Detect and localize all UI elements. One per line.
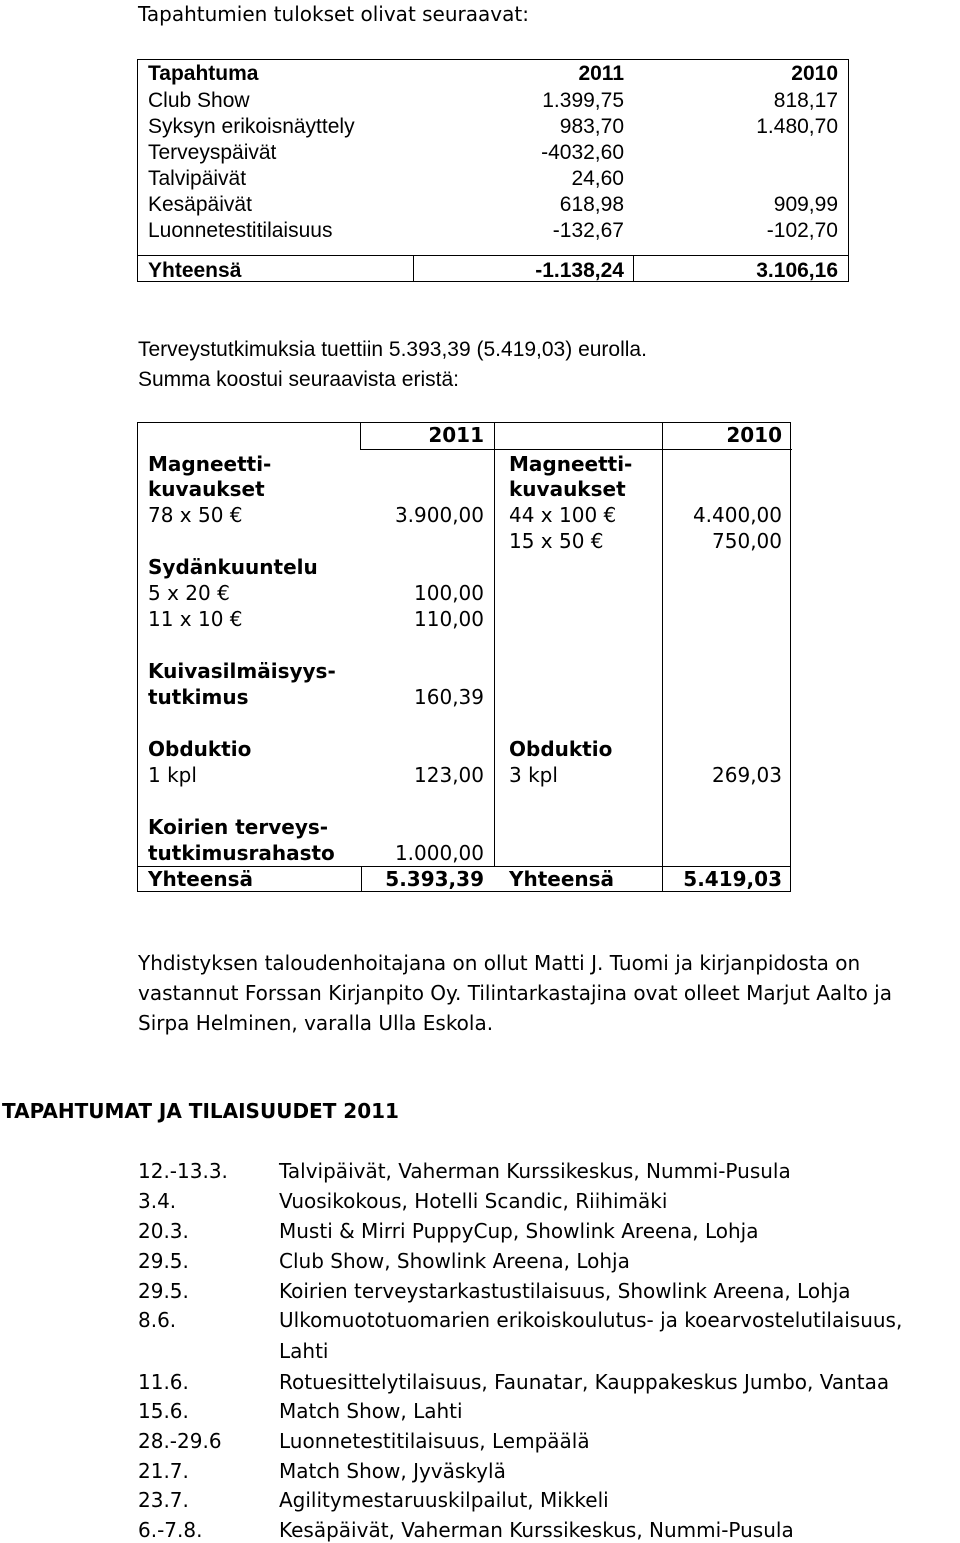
event-date: 15.6. — [138, 1399, 189, 1423]
table-row-2010: 818,17 — [773, 89, 838, 112]
table-row-2010: 909,99 — [773, 193, 838, 216]
event-date: 12.-13.3. — [138, 1159, 228, 1183]
support-header-2011: 2011 — [428, 423, 484, 447]
support-text: Summa koostui seuraavista eristä: — [138, 368, 459, 391]
mri-title: Magneetti- — [148, 452, 272, 476]
support-text: Terveystutkimuksia tuettiin 5.393,39 (5.419,03) eurolla. — [138, 338, 647, 361]
event-date: 23.7. — [138, 1488, 189, 1512]
table-divider — [662, 423, 663, 891]
event-date: 11.6. — [138, 1370, 189, 1394]
autopsy-row: 3 kpl — [509, 763, 558, 787]
event-text: Musti & Mirri PuppyCup, Showlink Areena, Lohja — [279, 1219, 759, 1243]
table-divider — [138, 255, 848, 256]
fund-value: 1.000,00 — [394, 841, 484, 865]
table-divider — [361, 866, 362, 891]
mri-row: 78 x 50 € — [148, 503, 243, 527]
table-row-2011: -132,67 — [552, 219, 624, 242]
paragraph-line: Yhdistyksen taloudenhoitajana on ollut Matti J. Tuomi ja kirjanpidosta on — [138, 951, 861, 975]
table-row-2010: 1.480,70 — [756, 115, 838, 138]
results-total-label: Yhteensä — [148, 259, 242, 282]
table-row-2011: 24,60 — [571, 167, 624, 190]
results-header-2011: 2011 — [578, 62, 624, 85]
event-date: 21.7. — [138, 1459, 189, 1483]
mri-value: 3.900,00 — [394, 503, 484, 527]
event-text: Lahti — [279, 1339, 329, 1363]
support-total-2010: 5.419,03 — [683, 867, 782, 891]
results-header-event: Tapahtuma — [148, 62, 259, 85]
event-date: 28.-29.6 — [138, 1429, 222, 1453]
mri-row: 44 x 100 € — [509, 503, 617, 527]
results-header-2010: 2010 — [791, 62, 838, 85]
heart-value: 110,00 — [414, 607, 484, 631]
support-total-2011: 5.393,39 — [385, 867, 484, 891]
table-row-2011: 618,98 — [559, 193, 624, 216]
mri-value: 750,00 — [712, 529, 782, 553]
event-date: 29.5. — [138, 1249, 189, 1273]
autopsy-title: Obduktio — [148, 737, 252, 761]
table-row-label: Kesäpäivät — [148, 193, 252, 216]
support-total-label-2010: Yhteensä — [509, 867, 615, 891]
event-text: Vuosikokous, Hotelli Scandic, Riihimäki — [279, 1189, 668, 1213]
autopsy-title: Obduktio — [509, 737, 613, 761]
intro-text: Tapahtumien tulokset olivat seuraavat: — [138, 2, 529, 26]
table-divider — [633, 255, 634, 281]
event-text: Luonnetestitilaisuus, Lempäälä — [279, 1429, 590, 1453]
dry-eye-title: tutkimus — [148, 685, 249, 709]
mri-row: 15 x 50 € — [509, 529, 604, 553]
table-divider — [494, 423, 495, 866]
table-row-label: Luonnetestitilaisuus — [148, 219, 333, 242]
section-heading: TAPAHTUMAT JA TILAISUUDET 2011 — [2, 1099, 399, 1123]
event-date: 29.5. — [138, 1279, 189, 1303]
paragraph-line: vastannut Forssan Kirjanpito Oy. Tilintarkastajina ovat olleet Marjut Aalto ja — [138, 981, 892, 1005]
mri-title: kuvaukset — [148, 477, 265, 501]
fund-title: tutkimusrahasto — [148, 841, 335, 865]
table-row-2011: -4032,60 — [541, 141, 624, 164]
support-header-2010: 2010 — [726, 423, 782, 447]
fund-title: Koirien terveys- — [148, 815, 329, 839]
event-text: Koirien terveystarkastustilaisuus, Showlink Areena, Lohja — [279, 1279, 851, 1303]
autopsy-row: 1 kpl — [148, 763, 197, 787]
table-row-label: Terveyspäivät — [148, 141, 277, 164]
paragraph-line: Sirpa Helminen, varalla Ulla Eskola. — [138, 1011, 494, 1035]
table-row-label: Club Show — [148, 89, 250, 112]
heart-title: Sydänkuuntelu — [148, 555, 318, 579]
table-row-2011: 1.399,75 — [542, 89, 624, 112]
table-row-2010: -102,70 — [766, 219, 838, 242]
results-total-2010: 3.106,16 — [756, 259, 838, 282]
heart-value: 100,00 — [414, 581, 484, 605]
table-divider — [413, 255, 414, 281]
event-date: 3.4. — [138, 1189, 177, 1213]
table-row-label: Talvipäivät — [148, 167, 247, 190]
heart-row: 11 x 10 € — [148, 607, 243, 631]
table-divider — [360, 423, 361, 450]
table-row-label: Syksyn erikoisnäyttely — [148, 115, 355, 138]
results-total-2011: -1.138,24 — [535, 259, 624, 282]
event-text: Talvipäivät, Vaherman Kurssikeskus, Nummi-Pusula — [279, 1159, 791, 1183]
event-date: 8.6. — [138, 1308, 177, 1332]
table-row-2011: 983,70 — [559, 115, 624, 138]
event-text: Agilitymestaruuskilpailut, Mikkeli — [279, 1488, 609, 1512]
mri-value: 4.400,00 — [692, 503, 782, 527]
mri-title: kuvaukset — [509, 477, 626, 501]
event-date: 6.-7.8. — [138, 1518, 203, 1542]
event-text: Kesäpäivät, Vaherman Kurssikeskus, Nummi-Pusula — [279, 1518, 794, 1542]
event-text: Match Show, Lahti — [279, 1399, 463, 1423]
dry-eye-title: Kuivasilmäisyys- — [148, 659, 336, 683]
event-text: Rotuesittelytilaisuus, Faunatar, Kauppakeskus Jumbo, Vantaa — [279, 1370, 890, 1394]
autopsy-value: 269,03 — [712, 763, 782, 787]
event-text: Match Show, Jyväskylä — [279, 1459, 506, 1483]
heart-row: 5 x 20 € — [148, 581, 230, 605]
support-total-label-2011: Yhteensä — [148, 867, 254, 891]
mri-title: Magneetti- — [509, 452, 633, 476]
autopsy-value: 123,00 — [414, 763, 484, 787]
event-date: 20.3. — [138, 1219, 189, 1243]
dry-eye-value: 160,39 — [414, 685, 484, 709]
event-text: Club Show, Showlink Areena, Lohja — [279, 1249, 630, 1273]
event-text: Ulkomuototuomarien erikoiskoulutus- ja koearvostelutilaisuus, — [279, 1308, 903, 1332]
